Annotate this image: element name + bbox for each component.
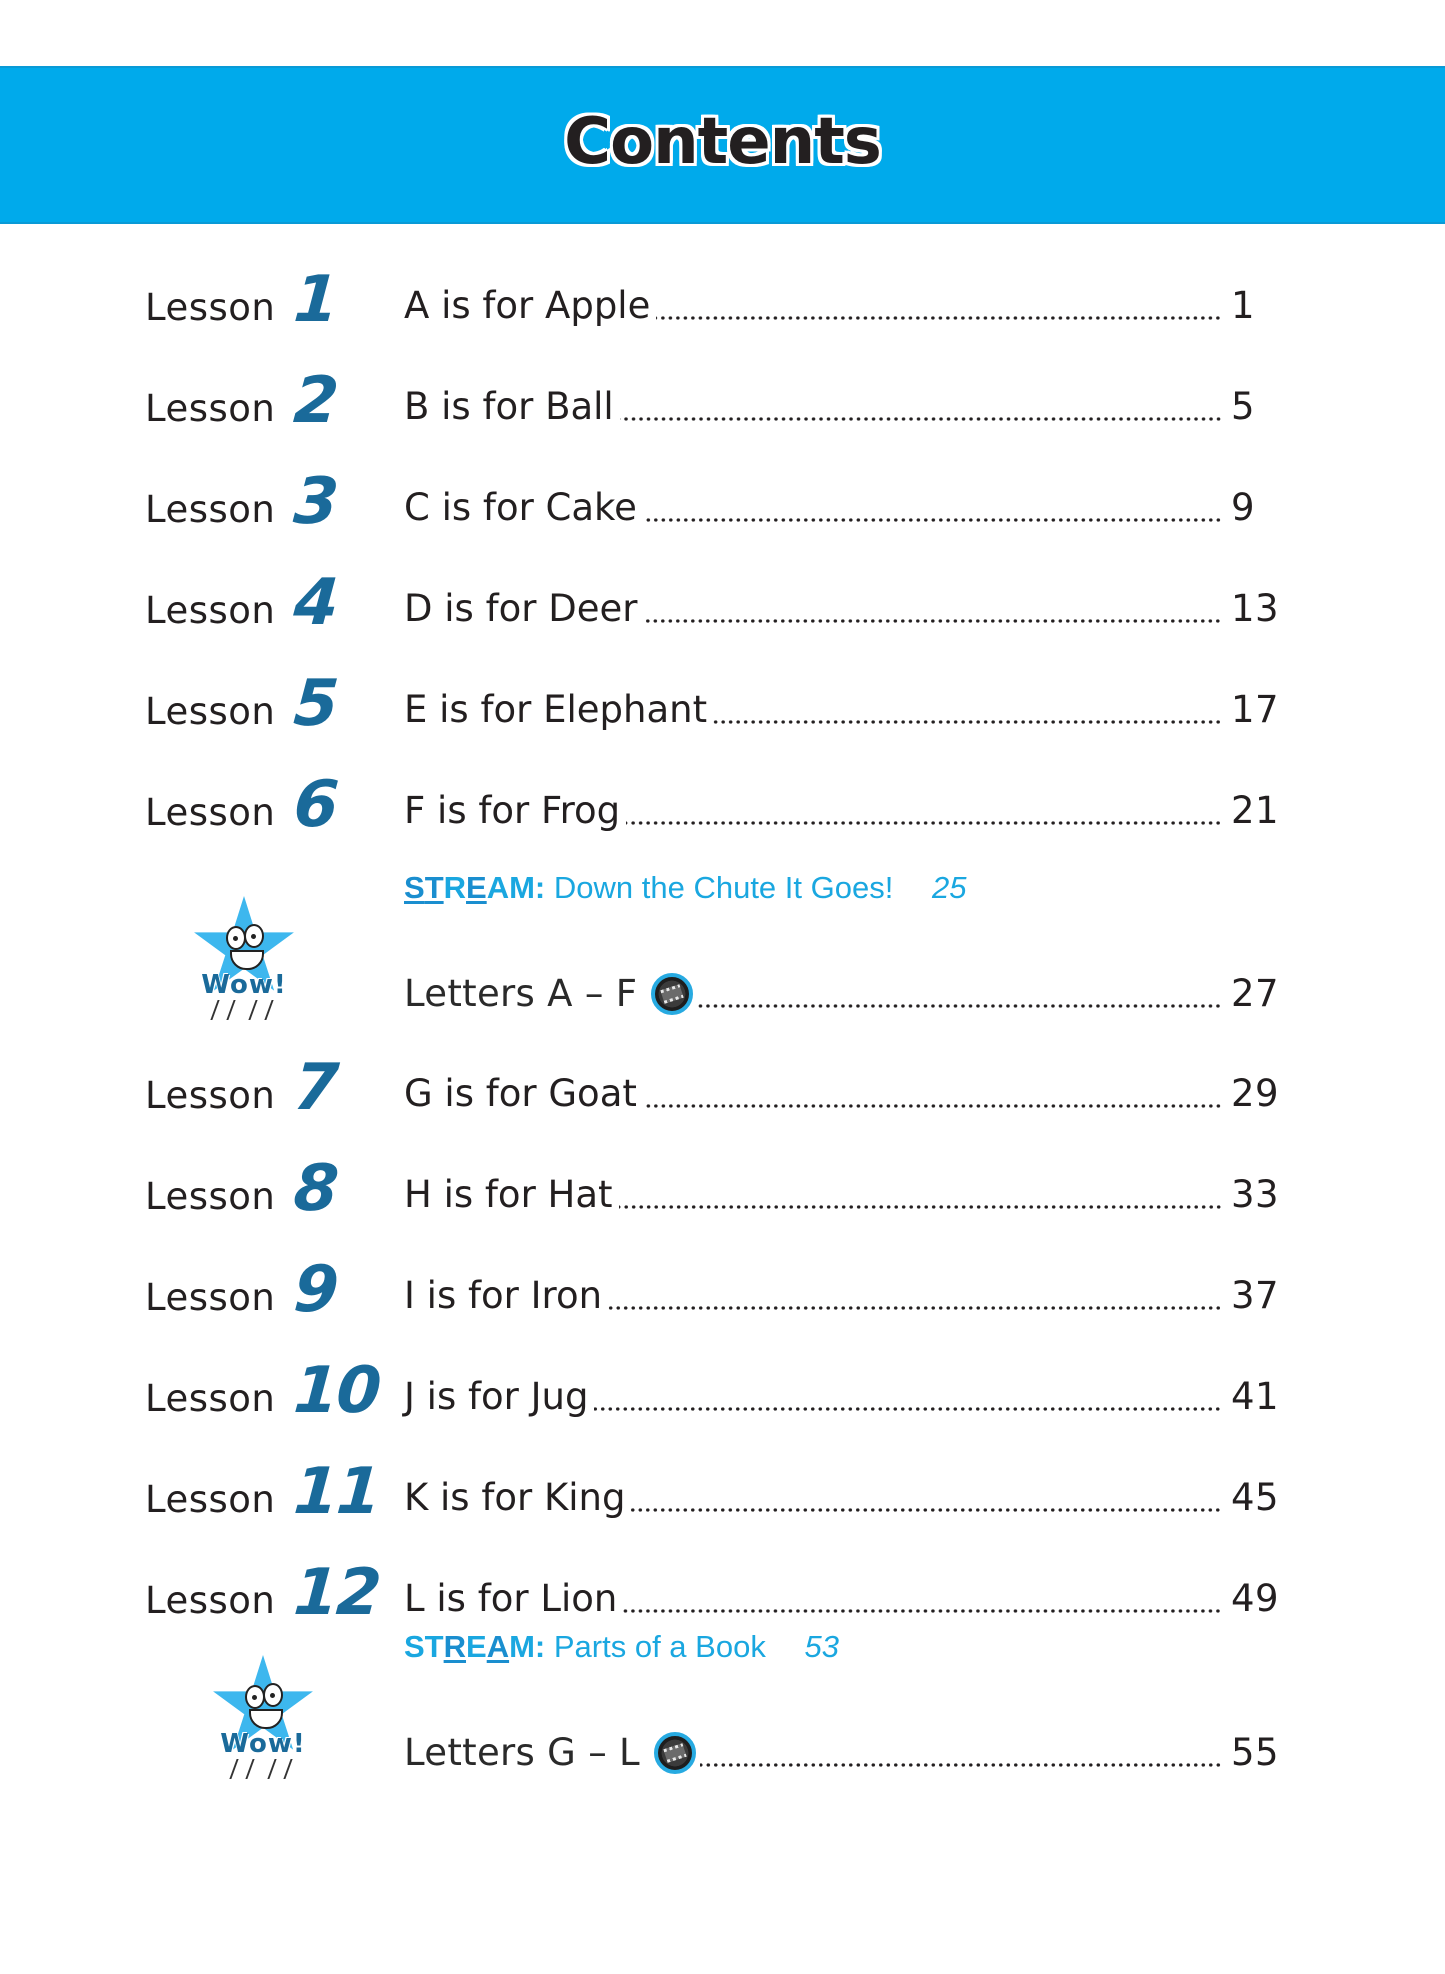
star-eye-right: [263, 1683, 283, 1707]
stream-letter-a: A: [486, 1629, 510, 1664]
page-number: 33: [1231, 1173, 1280, 1216]
header-band: [0, 66, 1445, 224]
lesson-title[interactable]: C is for Cake: [404, 486, 637, 529]
stream-letter-r: R: [443, 870, 467, 905]
page-number: 1: [1231, 284, 1256, 327]
lesson-number: 3: [291, 465, 340, 539]
page-number: 27: [1231, 972, 1280, 1015]
page-number: 17: [1231, 688, 1280, 731]
lesson-title[interactable]: I is for Iron: [404, 1274, 603, 1317]
dot-leader: [697, 1004, 1222, 1008]
lesson-number: 12: [291, 1556, 382, 1630]
page-number: 21: [1231, 789, 1280, 832]
lesson-title[interactable]: F is for Frog: [404, 789, 621, 832]
lesson-title[interactable]: K is for King: [404, 1476, 626, 1519]
wow-text: Wow!: [220, 1729, 306, 1759]
toc-entry: [404, 1072, 1222, 1116]
toc-entry: [404, 1274, 1222, 1318]
stream-letter-r: R: [443, 1629, 467, 1664]
toc-row-review-1[interactable]: [0, 950, 1445, 1030]
stream-label: [404, 870, 545, 905]
toc-row-lesson-10[interactable]: [0, 1353, 1445, 1433]
stream-entry-2[interactable]: [404, 1627, 839, 1667]
dot-leader: [643, 619, 1222, 623]
stream-letter-t: T: [424, 870, 444, 905]
dot-leader: [656, 316, 1222, 320]
toc-entry: [404, 1375, 1222, 1419]
toc-row-lesson-2[interactable]: [0, 363, 1445, 443]
lesson-number: 11: [291, 1455, 382, 1529]
dot-leader: [626, 821, 1222, 825]
dot-leader: [594, 1407, 1222, 1411]
lesson-label: Lesson: [145, 1276, 276, 1319]
lesson-title[interactable]: J is for Jug: [404, 1375, 589, 1418]
toc-entry: [404, 1731, 1222, 1775]
toc-row-lesson-9[interactable]: [0, 1252, 1445, 1332]
toc-entry: [404, 284, 1222, 328]
toc-entry: [404, 789, 1222, 833]
star-eye-right: [244, 924, 264, 948]
lesson-number: 7: [291, 1051, 340, 1125]
toc-row-lesson-12[interactable]: [0, 1555, 1445, 1635]
toc-row-lesson-6[interactable]: [0, 767, 1445, 847]
lesson-number: 5: [291, 667, 340, 741]
toc-row-lesson-11[interactable]: [0, 1454, 1445, 1534]
lesson-label: Lesson: [145, 690, 276, 733]
page-number: 49: [1231, 1577, 1280, 1620]
page-number: 5: [1231, 385, 1256, 428]
toc-row-lesson-4[interactable]: [0, 565, 1445, 645]
lesson-number: 6: [291, 768, 340, 842]
page-number: 45: [1231, 1476, 1280, 1519]
dot-leader: [619, 1205, 1222, 1209]
lesson-number: 9: [291, 1253, 340, 1327]
lesson-label: Lesson: [145, 1377, 276, 1420]
toc-entry: [404, 587, 1222, 631]
stream-entry-1[interactable]: [404, 868, 966, 908]
lesson-label: Lesson: [145, 1478, 276, 1521]
dot-leader: [713, 720, 1222, 724]
lesson-title[interactable]: A is for Apple: [404, 284, 651, 327]
dot-leader: [631, 1508, 1222, 1512]
stream-page-number: 53: [804, 1629, 839, 1664]
toc-row-lesson-7[interactable]: [0, 1050, 1445, 1130]
lesson-label: Lesson: [145, 286, 276, 329]
star-eye-left: [226, 926, 246, 950]
lesson-title[interactable]: H is for Hat: [404, 1173, 613, 1216]
toc-entry: [404, 1577, 1222, 1621]
lesson-number: 4: [291, 566, 340, 640]
lesson-title[interactable]: E is for Elephant: [404, 688, 708, 731]
toc-row-lesson-1[interactable]: [0, 262, 1445, 342]
lesson-title[interactable]: G is for Goat: [404, 1072, 637, 1115]
stream-letter-am: AM:: [486, 870, 546, 905]
page-title: Contents: [564, 105, 881, 179]
lesson-number: 10: [291, 1354, 382, 1428]
video-icon[interactable]: [654, 1732, 696, 1774]
page-number: 55: [1231, 1731, 1280, 1774]
video-icon[interactable]: [651, 973, 693, 1015]
stream-letter-e: E: [466, 1629, 487, 1664]
lesson-label: Lesson: [145, 1579, 276, 1622]
toc-row-lesson-8[interactable]: [0, 1151, 1445, 1231]
page-number: 37: [1231, 1274, 1280, 1317]
toc-row-review-2[interactable]: [0, 1709, 1445, 1789]
toc-entry: [404, 688, 1222, 732]
dot-leader: [608, 1306, 1222, 1310]
page-number: 13: [1231, 587, 1280, 630]
wow-text: Wow!: [201, 970, 287, 1000]
stream-label: [404, 1629, 545, 1664]
dot-leader: [623, 1609, 1222, 1613]
stream-letters-st: ST: [404, 1629, 444, 1664]
dot-leader: [620, 417, 1222, 421]
dot-leader: [643, 518, 1222, 522]
lesson-label: Lesson: [145, 1074, 276, 1117]
toc-entry: [404, 1173, 1222, 1217]
lesson-title[interactable]: D is for Deer: [404, 587, 638, 630]
toc-entry: [404, 1476, 1222, 1520]
stream-title: Parts of a Book: [553, 1629, 766, 1664]
toc-entry: [404, 385, 1222, 429]
toc-row-lesson-3[interactable]: [0, 464, 1445, 544]
page-number: 41: [1231, 1375, 1280, 1418]
lesson-number: 8: [291, 1152, 340, 1226]
star-eye-left: [245, 1685, 265, 1709]
toc-row-lesson-5[interactable]: [0, 666, 1445, 746]
review-title[interactable]: Letters G – L: [404, 1731, 640, 1774]
toc-entry: [404, 486, 1222, 530]
lesson-label: Lesson: [145, 488, 276, 531]
lesson-title[interactable]: B is for Ball: [404, 385, 614, 428]
lesson-number: 2: [291, 364, 340, 438]
review-title[interactable]: Letters A – F: [404, 972, 638, 1015]
lesson-title[interactable]: L is for Lion: [404, 1577, 618, 1620]
lesson-label: Lesson: [145, 387, 276, 430]
toc-entry: [404, 972, 1222, 1016]
lesson-number: 1: [291, 263, 340, 337]
lesson-label: Lesson: [145, 589, 276, 632]
stream-title: Down the Chute It Goes!: [553, 870, 894, 905]
page-number: 29: [1231, 1072, 1280, 1115]
dot-leader: [700, 1763, 1222, 1767]
stream-letter-e: E: [466, 870, 487, 905]
page-number: 9: [1231, 486, 1256, 529]
lesson-label: Lesson: [145, 1175, 276, 1218]
lesson-label: Lesson: [145, 791, 276, 834]
stream-letter-m: M:: [509, 1629, 546, 1664]
stream-letter-s: S: [404, 870, 425, 905]
stream-page-number: 25: [931, 870, 967, 905]
dot-leader: [643, 1104, 1222, 1108]
